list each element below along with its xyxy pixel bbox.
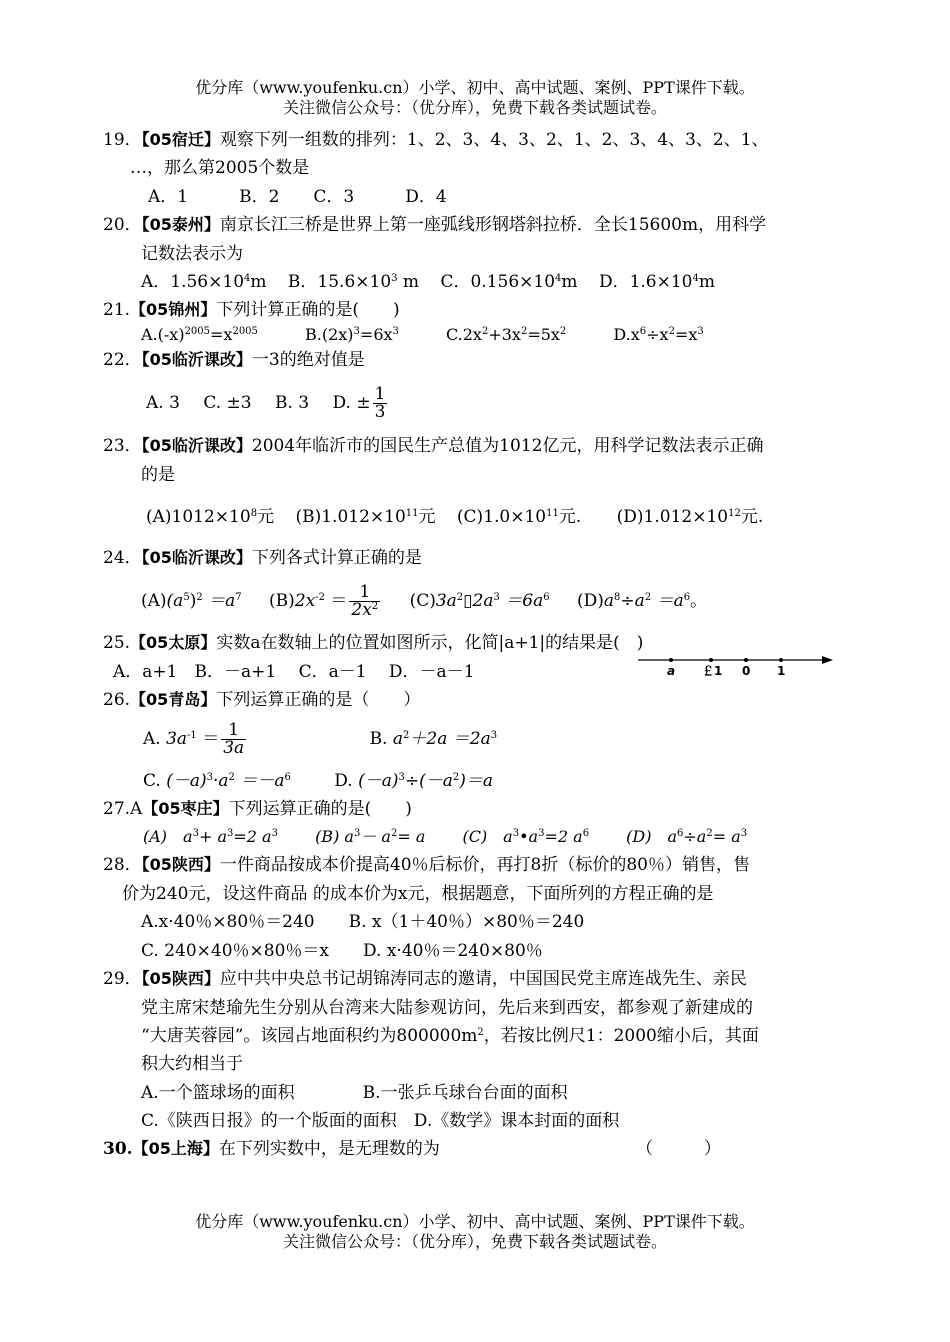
question-29-text-cont-2: “大唐芙蓉园”。该园占地面积约为$800000m^2$，若按比例尺1：2000缩小后，其面 [141, 1026, 759, 1046]
question-26-options-cd [143, 769, 493, 793]
question-24 [103, 546, 422, 570]
fraction: $\frac{1}{3a}$ [223, 720, 245, 758]
question-text: 2004年临沂市的国民生产总值为1012亿元，用科学记数法表示正确 [251, 436, 764, 456]
option-b: (B) $a^3- a^2= a$ [315, 827, 426, 846]
question-number: 23． [103, 436, 142, 456]
point-1 [779, 658, 783, 662]
fraction: $\frac{1}{3}$ [374, 384, 386, 422]
question-23 [103, 434, 763, 458]
question-number: 28． [103, 855, 142, 875]
point-a [669, 658, 673, 662]
point-0 [744, 658, 748, 662]
question-source: 【05临沂课改】 [141, 350, 252, 369]
label-0: 0 [742, 664, 751, 678]
question-number: 26. [103, 690, 131, 710]
question-number: 24． [103, 548, 142, 568]
question-text: 观察下列一组数的排列：1、2、3、4、3、2、1、2、3、4、3、2、1、 [219, 130, 769, 150]
question-28-options-cd: C. 240×40％×80％＝x D. x·40％＝240×80％ [141, 941, 543, 961]
option-c: (C) $a^3•a^3=2$ $a^6$ [462, 827, 590, 846]
option-d: $(D)a^8\div a^2 =a^6$。 [577, 591, 708, 611]
number-line-figure [638, 652, 833, 682]
option-a: $(A)(a^5)^2 =a^7$ [141, 591, 242, 611]
option-b: $B.(2x)^3=6x^3$ [305, 325, 399, 344]
fraction: $\frac{1}{2x^2}$ [351, 582, 379, 620]
option-b: B．$15.6\times 10^3$ m [287, 272, 420, 292]
label-1: 1 [777, 664, 786, 678]
option-b: C. ±3 [203, 393, 252, 413]
question-source: 【05临沂课改】 [141, 548, 252, 567]
page-header-line1: 优分库（www.youfenku.cn）小学、初中、高中试题、案例、PPT课件下载。 [195, 78, 755, 97]
question-20-text-cont: 记数法表示为 [141, 244, 243, 264]
question-19 [103, 128, 769, 152]
option-c: C．$0.156\times 10^4m$ [440, 272, 578, 292]
question-text: 在下列实数中，是无理数的为 [218, 1139, 440, 1159]
question-source: 【05陕西】 [141, 855, 220, 874]
option-a: A. $3a^{-1}$ ＝ $\frac{1}{3a}$ [143, 720, 245, 758]
question-21 [103, 298, 400, 322]
question-number: 19． [103, 130, 142, 150]
question-text: 一3的绝对值是 [251, 350, 365, 370]
question-29 [103, 967, 747, 991]
option-a: (A) $a^3+ a^3=2$ $a^3$ [143, 827, 278, 846]
question-25-options: A．a+1 B．－a+1 C．a－1 D．－a－1 [113, 662, 475, 682]
question-source: 【05锦州】 [130, 300, 217, 319]
option-d: $D.x^6\div x^2=x^3$ [613, 325, 704, 344]
option-c: $C.2x^2+3x^2=5x^2$ [445, 325, 567, 344]
option-b: $(B)1.012\times 10^{11}$元 [295, 507, 436, 527]
option-a: A．$1.56\times 10^4m$ [141, 272, 267, 292]
question-20-options [141, 270, 715, 294]
question-28 [103, 853, 750, 877]
question-27-options [143, 825, 747, 849]
question-20 [103, 213, 766, 237]
option-d: D. $(-a)^3\div(-a^2)=a$ [334, 771, 494, 791]
question-29-options-ab: A.一个篮球场的面积 B.一张乒乓球台台面的面积 [141, 1083, 568, 1103]
question-text: 下列运算正确的是（ ） [216, 690, 421, 710]
number-line-arrow [822, 656, 833, 664]
question-number: 20． [103, 215, 142, 235]
question-23-text-cont: 的是 [141, 465, 175, 485]
option-c: $(C)3a^2▯2a^3 =6a^6$ [409, 591, 550, 611]
question-23-options [146, 505, 763, 529]
question-text: 实数a在数轴上的位置如图所示，化简|a+1|的结果是( ) [216, 633, 644, 653]
page-footer-line2: 关注微信公众号：（优分库），免费下载各类试题试卷。 [282, 1232, 667, 1251]
question-text: 应中共中央总书记胡锦涛同志的邀请，中国国民党主席连战先生、亲民 [219, 969, 747, 989]
option-a: $A.(-x)^{2005}=x^{2005}$ [141, 325, 258, 344]
question-text: 下列计算正确的是( ) [216, 300, 400, 320]
option-c: B. 3 [275, 393, 310, 413]
page-footer-line1: 优分库（www.youfenku.cn）小学、初中、高中试题、案例、PPT课件下载。 [195, 1212, 755, 1231]
option-c: $(C)1.0\times 10^{11}$元. [456, 507, 582, 527]
question-number: 22． [103, 350, 142, 370]
option-b: $(B)2x^{-2}$ ＝ $\frac{1}{2x^2}$ [269, 582, 379, 620]
question-text: 下列各式计算正确的是 [251, 548, 422, 568]
answer-bracket: （ ） [636, 1139, 721, 1159]
question-text: 下列运算正确的是( ) [228, 799, 412, 819]
question-number: 25. [103, 633, 131, 653]
option-d: (D) $a^6\div a^2= a^3$ [626, 827, 748, 846]
question-text: 一件商品按成本价提高40％后标价，再打8折（标价的80％）销售，售 [219, 855, 751, 875]
question-text: 南京长江三桥是世界上第一座弧线形钢塔斜拉桥．全长15600m，用科学 [219, 215, 767, 235]
question-19-text-cont: …，那么第2005个数是 [130, 158, 310, 178]
question-source: 【05青岛】 [130, 690, 217, 709]
point-neg1 [709, 658, 713, 662]
question-25 [103, 631, 643, 655]
question-number: 21. [103, 300, 131, 320]
question-28-text-cont: 价为240元，设这件商品 的成本价为x元，根据题意，下面所列的方程正确的是 [122, 884, 714, 904]
option-d: D. ± [332, 393, 371, 413]
option-b: B. $a^2+2a =2a^3$ [369, 729, 498, 749]
question-source: 【05陕西】 [141, 969, 220, 988]
question-source: 【05临沂课改】 [141, 436, 252, 455]
option-d: $(D)1.012\times 10^{12}$元. [616, 507, 764, 527]
question-22-options [146, 378, 389, 428]
question-source: 【05枣庄】 [142, 799, 229, 818]
question-19-options: A．1 B．2 C．3 D．4 [148, 187, 447, 207]
question-source: 【05上海】 [132, 1139, 219, 1158]
question-26 [103, 688, 420, 712]
question-26-options-ab [143, 714, 497, 764]
question-24-options [141, 576, 707, 626]
question-source: 【05泰州】 [141, 215, 220, 234]
question-number: 30. [103, 1139, 133, 1159]
option-a: $(A)1012\times 10^8$元 [146, 507, 275, 527]
label-neg1: ￡1 [702, 664, 723, 678]
question-27 [103, 797, 412, 821]
question-29-options-cd: C.《陕西日报》的一个版面的面积 D.《数学》课本封面的面积 [141, 1111, 620, 1131]
option-a: A. 3 [146, 393, 180, 413]
question-29-text-cont-3: 积大约相当于 [141, 1054, 243, 1074]
question-30 [103, 1137, 440, 1161]
label-a: a [667, 664, 676, 678]
option-d: D．$1.6\times 10^4m$ [598, 272, 715, 292]
question-22 [103, 348, 365, 372]
page-header-line2: 关注微信公众号：（优分库），免费下载各类试题试卷。 [282, 98, 667, 117]
question-number: 27.A [103, 799, 143, 819]
question-29-text-cont-1: 党主席宋楚瑜先生分别从台湾来大陆参观访问，先后来到西安，都参观了新建成的 [141, 998, 753, 1018]
question-source: 【05太原】 [130, 633, 217, 652]
option-c: C. $(-a)^3\cdot a^2 =-a^6$ [143, 771, 291, 791]
question-source: 【05宿迁】 [141, 130, 220, 149]
question-number: 29． [103, 969, 142, 989]
question-28-options-ab: A.x·40％×80％＝240 B. x（1＋40％）×80％＝240 [141, 912, 585, 932]
question-21-options [141, 323, 704, 347]
